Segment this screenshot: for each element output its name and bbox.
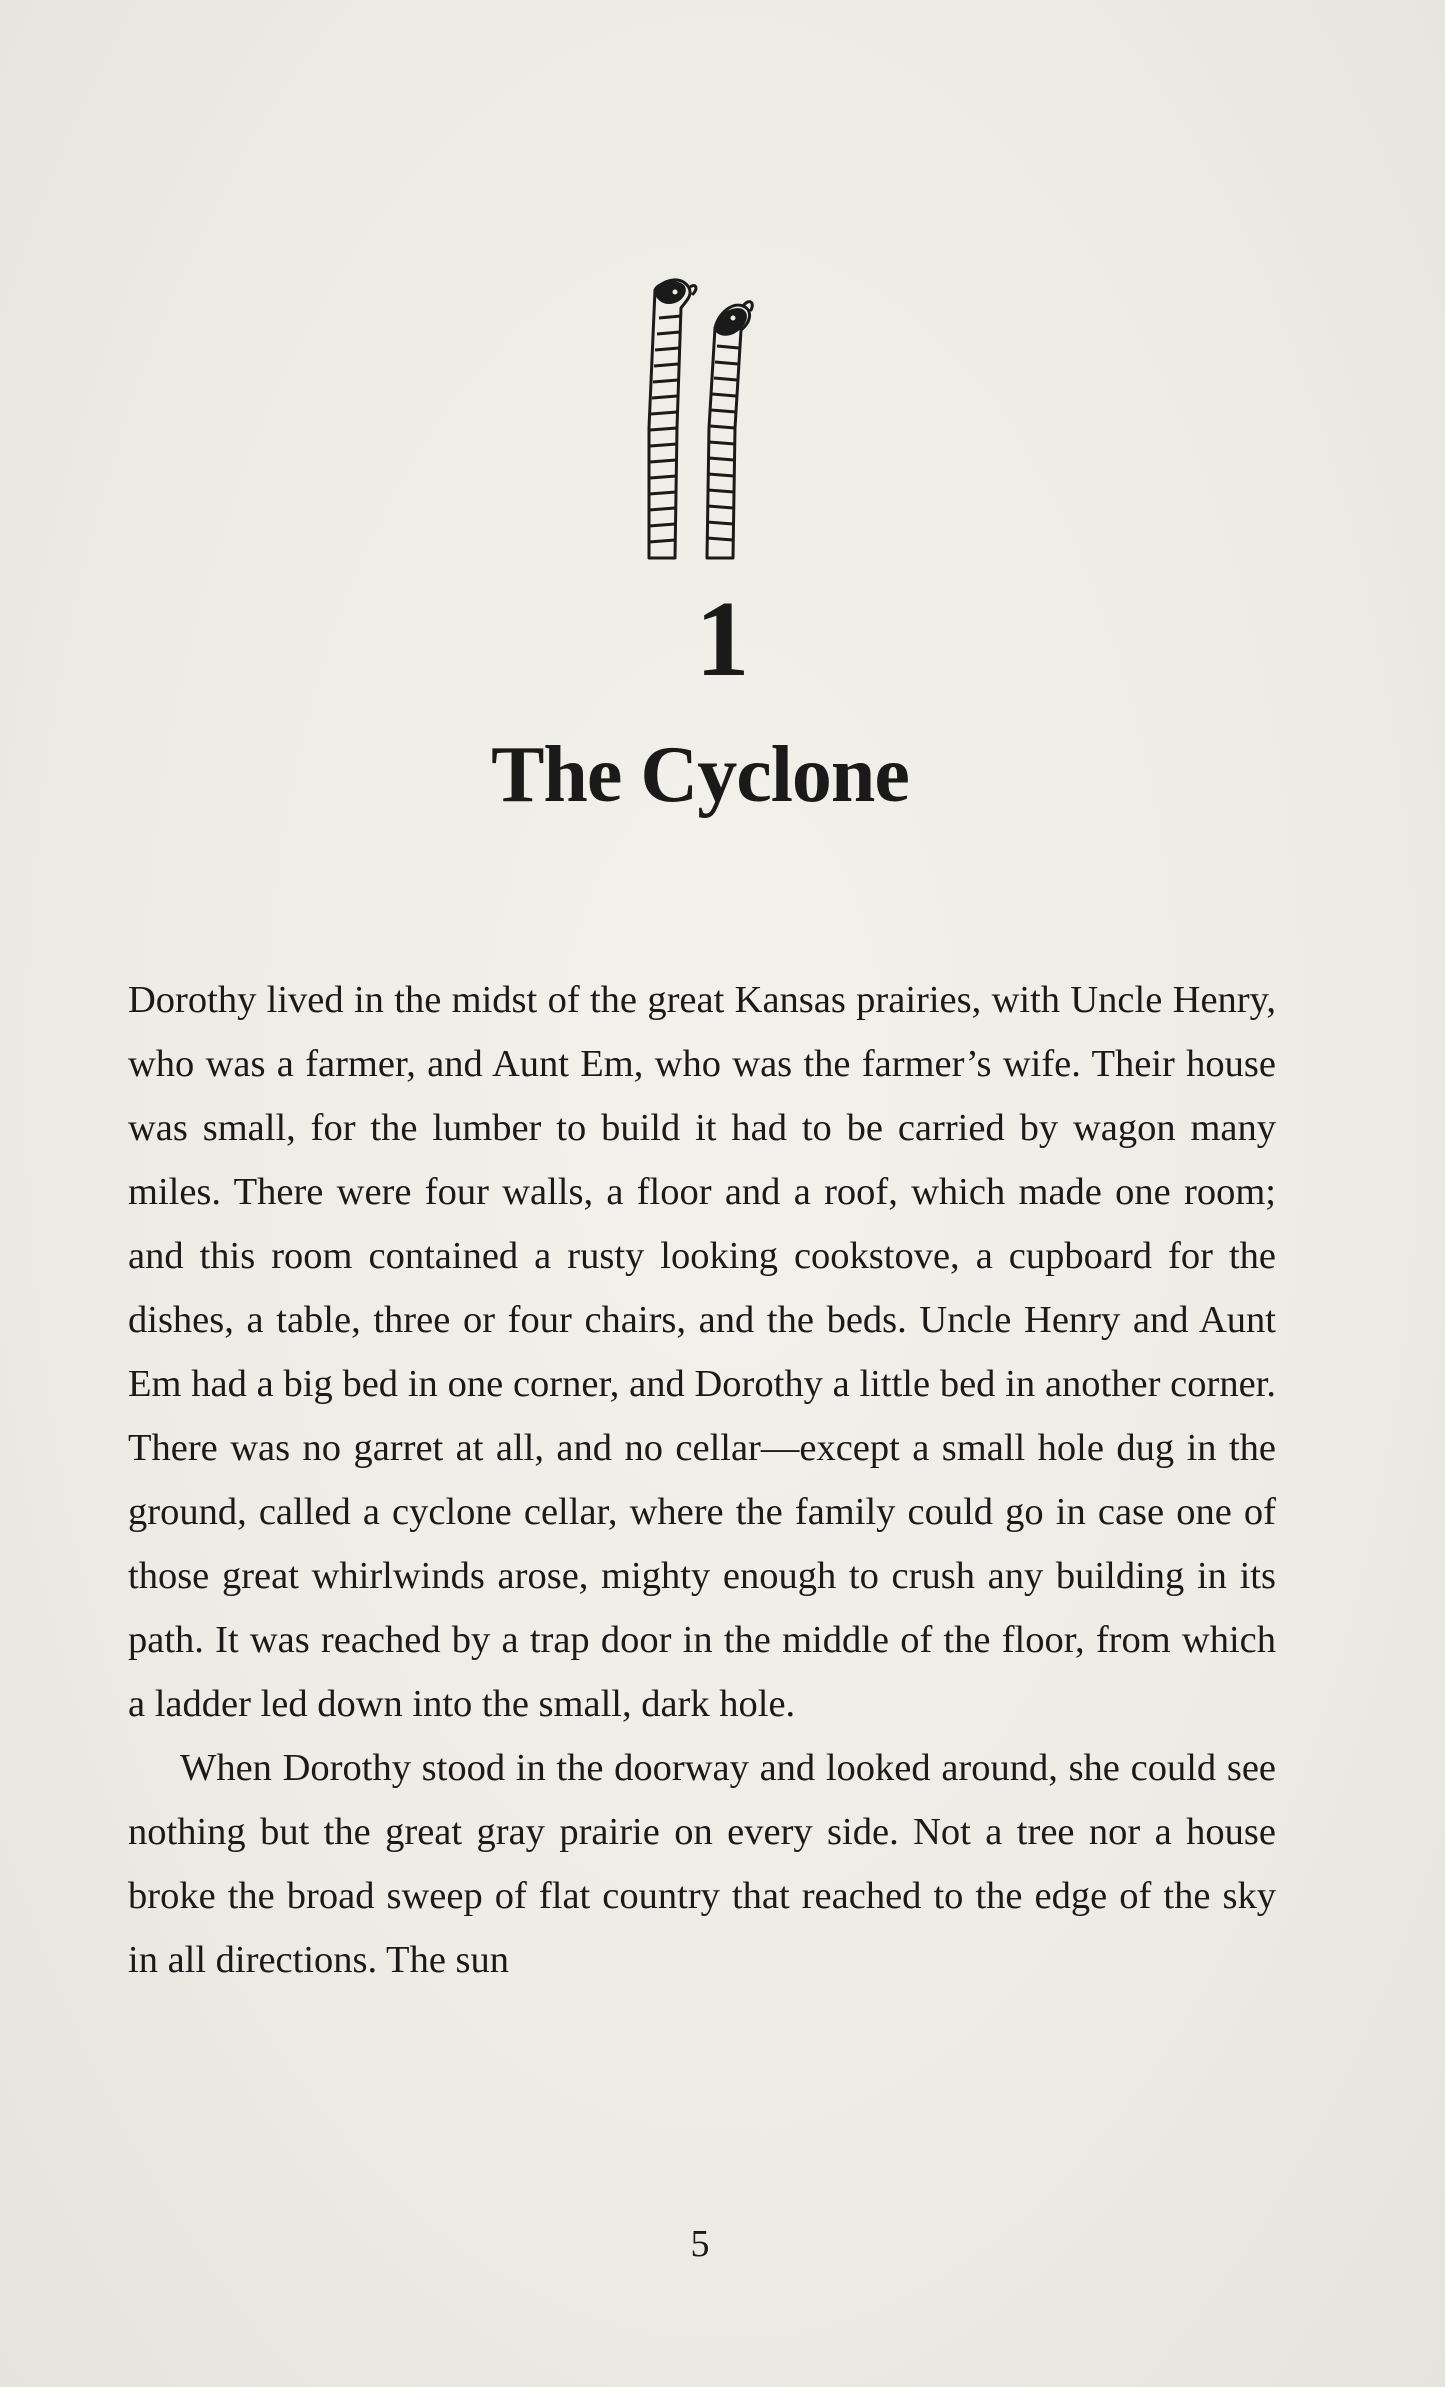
chapter-title: The Cyclone [491, 731, 909, 819]
chapter-body [128, 968, 1276, 1992]
page-number: 5 [690, 2223, 710, 2265]
paragraph: When Dorothy stood in the doorway and looked around, she could see nothing but the great gray prairie on every side. Not a tree nor a house broke the broad sweep of flat country that reached to the edge of the sky in all directions. The sun [128, 1747, 1276, 1981]
chapter-number: 1 [695, 580, 750, 699]
striped-stockings-legs-icon [615, 268, 785, 568]
paragraph: Dorothy lived in the midst of the great Kansas prairies, with Uncle Henry, who was a farmer, and Aunt Em, who was the farmer’s wife. Their house was small, for the lumber to build it had to be carried by wagon many miles. There were four walls, a floor and a roof, which made one room; and this room contained a rusty looking cookstove, a cupboard for the dishes, a table, three or four chairs, and the beds. Uncle Henry and Aunt Em had a big bed in one corner, and Dorothy a little bed in another corner. There was no garret at all, and no cellar—except a small hole dug in the ground, called a cyclone cellar, where the family could go in case one of those great whirlwinds arose, mighty enough to crush any building in its path. It was reached by a trap door in the middle of the floor, from which a ladder led down into the small, dark hole. [128, 979, 1276, 1725]
